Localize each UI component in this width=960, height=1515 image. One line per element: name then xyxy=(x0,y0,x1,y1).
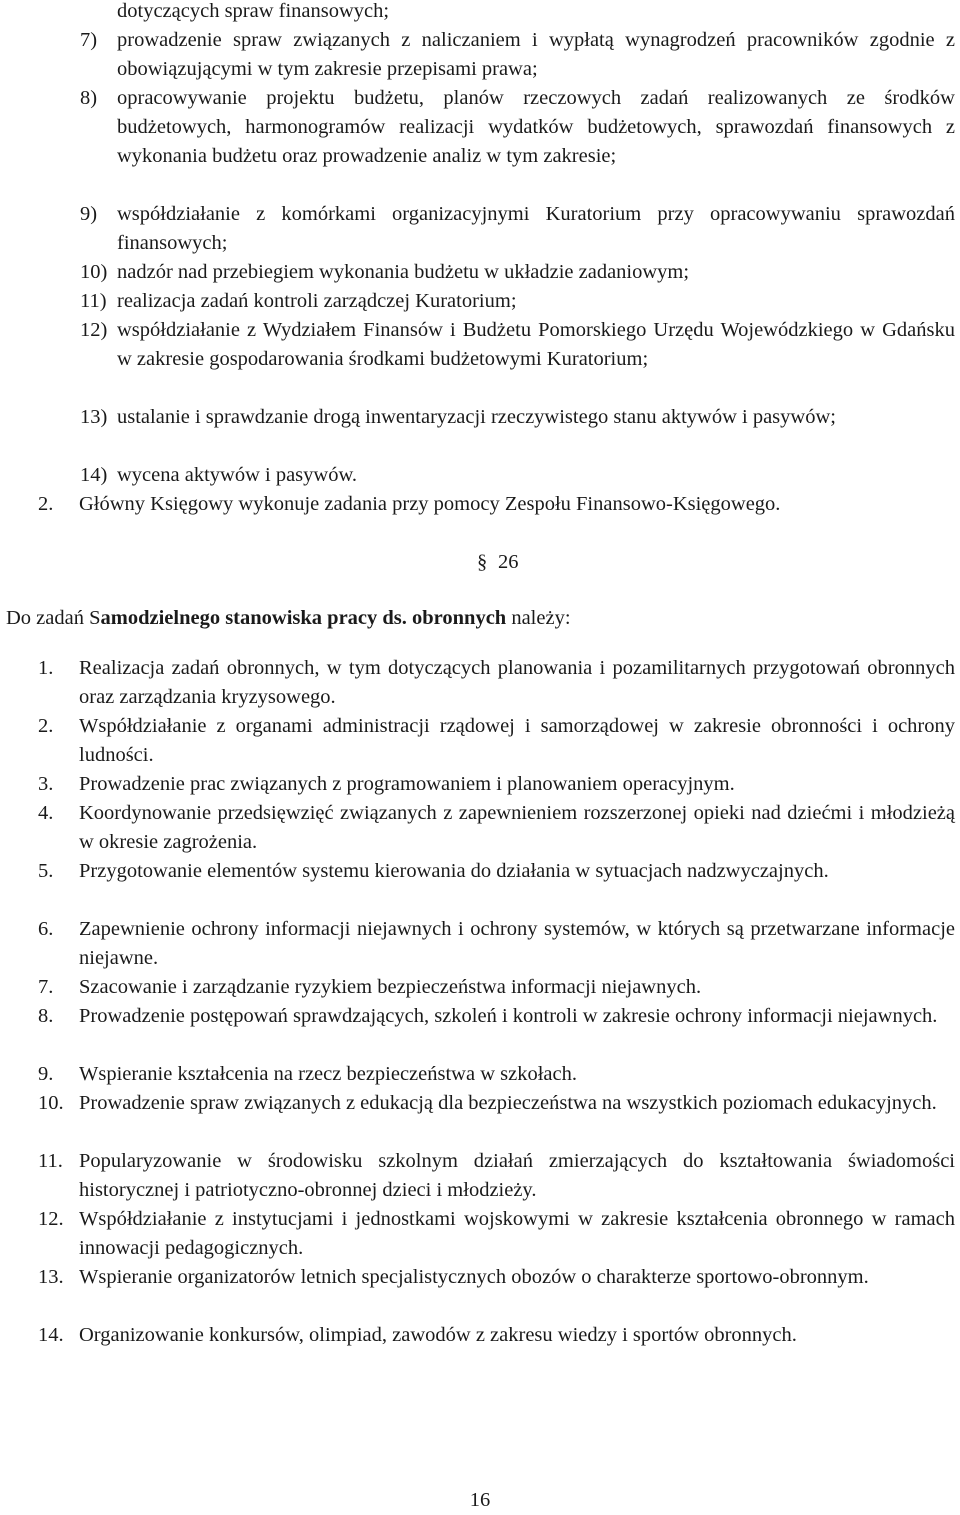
list-item-12 xyxy=(38,1205,955,1263)
list-item-1 xyxy=(38,654,955,712)
sub-item-text: prowadzenie spraw związanych z naliczaniem i wypłatą wynagrodzeń pracowników zgodnie z obowiązującymi w tym zakresie przepisami prawa; xyxy=(117,29,955,80)
continuation-line xyxy=(117,0,955,26)
sub-item-number: 9) xyxy=(80,203,98,225)
list-item-text: Szacowanie i zarządzanie ryzykiem bezpieczeństwa informacji niejawnych. xyxy=(79,976,702,998)
sub-item-text: wycena aktywów i pasywów. xyxy=(117,464,358,486)
continuation-text: dotyczących spraw finansowych; xyxy=(117,0,390,22)
page-number: 16 xyxy=(469,1489,491,1511)
list-item-number: 7. xyxy=(38,976,54,998)
sub-item-9 xyxy=(80,200,955,258)
list-item-text: Prowadzenie prac związanych z programowaniem i planowaniem operacyjnym. xyxy=(79,773,735,795)
list-item-14 xyxy=(38,1321,955,1350)
list-item-13 xyxy=(38,1263,955,1292)
sub-item-number: 14) xyxy=(80,464,108,486)
sub-item-text: realizacja zadań kontroli zarządczej Kuratorium; xyxy=(117,290,517,312)
point-2 xyxy=(38,490,955,519)
list-item-number: 11. xyxy=(38,1150,63,1172)
list-item-2 xyxy=(38,712,955,770)
list-item-10 xyxy=(38,1089,955,1118)
list-item-text: Prowadzenie postępowań sprawdzających, szkoleń i kontroli w zakresie ochrony informacji niejawnych. xyxy=(79,1005,938,1027)
point-number: 2. xyxy=(38,493,54,515)
list-item-text: Popularyzowanie w środowisku szkolnym działań zmierzających do kształtowania świadomości historycznej i patriotyczno-obronnej dzieci i młodzieży. xyxy=(79,1150,955,1201)
list-item-number: 10. xyxy=(38,1092,64,1114)
list-item-number: 3. xyxy=(38,773,54,795)
list-item-number: 13. xyxy=(38,1266,64,1288)
list-item-text: Prowadzenie spraw związanych z edukacją dla bezpieczeństwa na wszystkich poziomach edukacyjnych. xyxy=(79,1092,937,1114)
heading-bold: amodzielnego stanowiska pracy ds. obronnych xyxy=(100,607,507,629)
list-item-text: Zapewnienie ochrony informacji niejawnych i ochrony systemów, w których są przetwarzane informacje niejawne. xyxy=(79,918,955,969)
list-item-text: Przygotowanie elementów systemu kierowania do działania w sytuacjach nadzwyczajnych. xyxy=(79,860,829,882)
list-item-text: Realizacja zadań obronnych, w tym dotyczących planowania i pozamilitarnych przygotowań obronnych oraz zarządzania kryzysowego. xyxy=(79,657,955,708)
list-item-number: 8. xyxy=(38,1005,54,1027)
list-item-number: 14. xyxy=(38,1324,64,1346)
list-item-text: Wspieranie kształcenia na rzecz bezpieczeństwa w szkołach. xyxy=(79,1063,577,1085)
list-item-number: 6. xyxy=(38,918,54,940)
list-item-text: Organizowanie konkursów, olimpiad, zawodów z zakresu wiedzy i sportów obronnych. xyxy=(79,1324,797,1346)
list-item-4 xyxy=(38,799,955,857)
list-item-text: Współdziałanie z organami administracji rządowej i samorządowej w zakresie obronności i ochrony ludności. xyxy=(79,715,955,766)
list-item-text: Współdziałanie z instytucjami i jednostkami wojskowymi w zakresie kształcenia obronnego w ramach innowacji pedagogicznych. xyxy=(79,1208,955,1259)
list-item-11 xyxy=(38,1147,955,1205)
section-sign: § xyxy=(477,551,488,573)
sub-item-text: współdziałanie z Wydziałem Finansów i Budżetu Pomorskiego Urzędu Wojewódzkiego w Gdańsku w zakresie gospodarowania środkami budżetowymi Kuratorium; xyxy=(117,319,955,370)
sub-item-number: 8) xyxy=(80,87,98,109)
list-item-number: 2. xyxy=(38,715,54,737)
list-item-number: 1. xyxy=(38,657,54,679)
list-item-8 xyxy=(38,1002,955,1031)
section-heading xyxy=(6,604,571,633)
sub-item-number: 10) xyxy=(80,261,108,283)
list-item-5 xyxy=(38,857,955,886)
list-item-6 xyxy=(38,915,955,973)
heading-suffix: należy: xyxy=(506,607,571,629)
list-item-text: Wspieranie organizatorów letnich specjalistycznych obozów o charakterze sportowo-obronnym. xyxy=(79,1266,869,1288)
sub-item-number: 13) xyxy=(80,406,108,428)
sub-item-text: ustalanie i sprawdzanie drogą inwentaryzacji rzeczywistego stanu aktywów i pasywów; xyxy=(117,406,836,428)
list-item-number: 4. xyxy=(38,802,54,824)
sub-item-number: 12) xyxy=(80,319,108,341)
list-item-number: 12. xyxy=(38,1208,64,1230)
list-item-9 xyxy=(38,1060,955,1089)
sub-item-number: 11) xyxy=(80,290,107,312)
sub-item-8 xyxy=(80,84,955,171)
sub-item-14 xyxy=(80,461,955,490)
sub-item-7 xyxy=(80,26,955,84)
list-item-text: Koordynowanie przedsięwzięć związanych z zapewnieniem rozszerzonej opieki nad dziećmi i młodzieżą w okresie zagrożenia. xyxy=(79,802,955,853)
sub-item-13 xyxy=(80,403,955,432)
sub-item-text: opracowywanie projektu budżetu, planów rzeczowych zadań realizowanych ze środków budżetowych, harmonogramów realizacji wydatków budżetowych, sprawozdań finansowych z wykonania budżetu oraz prowadzenie analiz w tym zakresie; xyxy=(117,87,955,167)
paragraph-number: 26 xyxy=(498,551,519,573)
list-item-number: 5. xyxy=(38,860,54,882)
heading-prefix: Do zadań S xyxy=(6,607,101,629)
sub-item-11 xyxy=(80,287,955,316)
list-item-number: 9. xyxy=(38,1063,54,1085)
point-text: Główny Księgowy wykonuje zadania przy pomocy Zespołu Finansowo-Księgowego. xyxy=(79,493,781,515)
sub-item-number: 7) xyxy=(80,29,98,51)
sub-item-10 xyxy=(80,258,955,287)
sub-item-text: współdziałanie z komórkami organizacyjnymi Kuratorium przy opracowywaniu sprawozdań finansowych; xyxy=(117,203,955,254)
list-item-7 xyxy=(38,973,955,1002)
list-item-3 xyxy=(38,770,955,799)
sub-item-text: nadzór nad przebiegiem wykonania budżetu w układzie zadaniowym; xyxy=(117,261,690,283)
sub-item-12 xyxy=(80,316,955,374)
